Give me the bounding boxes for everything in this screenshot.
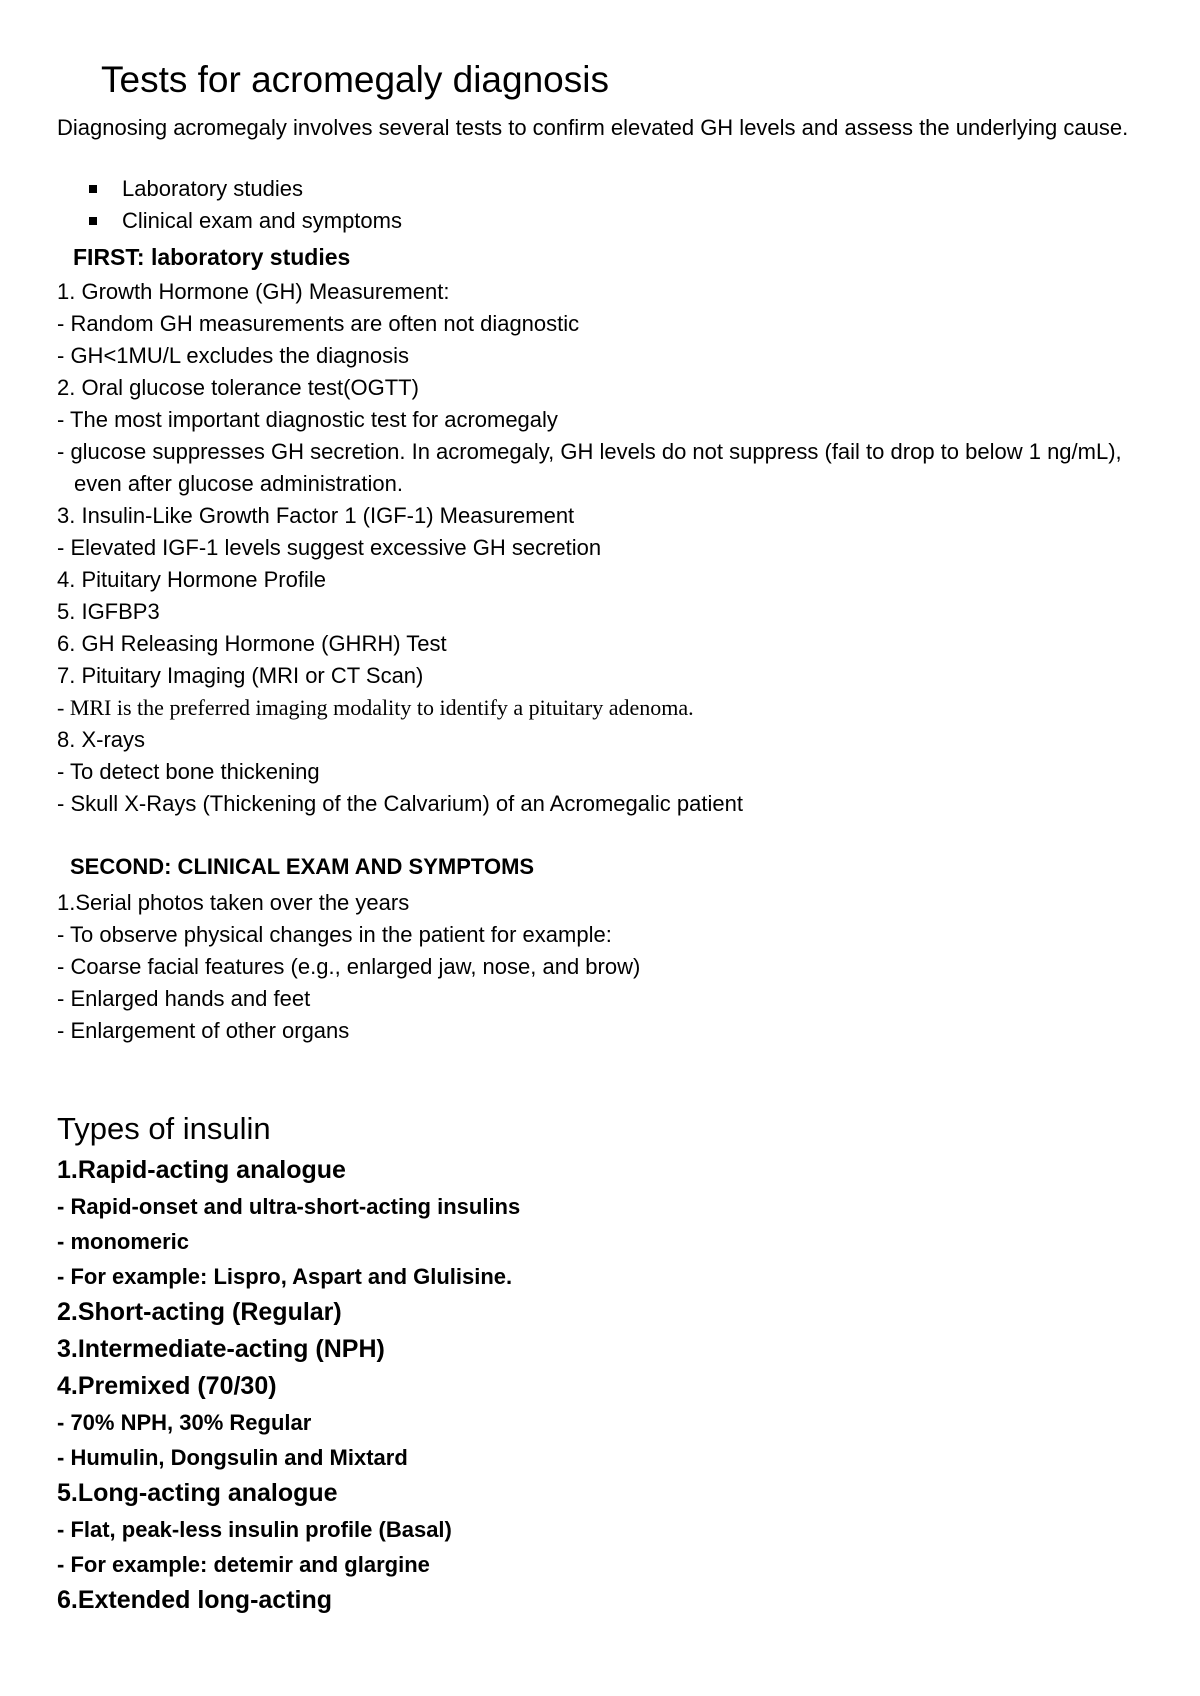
- list-item: 3. Insulin-Like Growth Factor 1 (IGF-1) Measurement: [57, 503, 575, 528]
- list-item: - Flat, peak-less insulin profile (Basal): [57, 1517, 452, 1542]
- list-item: - To observe physical changes in the patient for example:: [57, 922, 612, 947]
- list-item: - For example: detemir and glargine: [57, 1552, 430, 1577]
- list-item: 2.Short-acting (Regular): [57, 1298, 342, 1326]
- list-item: - GH<1MU/L excludes the diagnosis: [57, 343, 409, 368]
- list-item: 6. GH Releasing Hormone (GHRH) Test: [57, 631, 447, 656]
- insulin-title: Types of insulin: [57, 1111, 271, 1146]
- list-item: 1.Serial photos taken over the years: [57, 890, 410, 915]
- list-item: - To detect bone thickening: [57, 759, 320, 784]
- list-item: - monomeric: [57, 1229, 190, 1254]
- page-title: Tests for acromegaly diagnosis: [101, 59, 609, 100]
- bullet-item: Laboratory studies: [0, 173, 402, 205]
- intro-paragraph: Diagnosing acromegaly involves several tests to confirm elevated GH levels and assess the underlying cause.: [57, 115, 1129, 140]
- list-item: 1.Rapid-acting analogue: [57, 1156, 346, 1184]
- list-item: - Random GH measurements are often not diagnostic: [57, 311, 580, 336]
- list-item: - Elevated IGF-1 levels suggest excessive GH secretion: [57, 535, 602, 560]
- list-item: 4.Premixed (70/30): [57, 1372, 277, 1400]
- list-item: - Coarse facial features (e.g., enlarged jaw, nose, and brow): [57, 954, 641, 979]
- list-item: 3.Intermediate-acting (NPH): [57, 1335, 385, 1363]
- bullet-item: Clinical exam and symptoms: [0, 205, 402, 237]
- list-item: - Rapid-onset and ultra-short-acting insulins: [57, 1194, 521, 1219]
- laboratory-list: [57, 276, 1174, 820]
- list-item: - Humulin, Dongsulin and Mixtard: [57, 1445, 408, 1470]
- list-item: 1. Growth Hormone (GH) Measurement:: [57, 279, 450, 304]
- list-item: 4. Pituitary Hormone Profile: [57, 567, 326, 592]
- list-item: - Enlarged hands and feet: [57, 986, 311, 1011]
- list-item: 6.Extended long-acting: [57, 1586, 333, 1614]
- list-item: - The most important diagnostic test for acromegaly: [57, 407, 558, 432]
- list-item: 7. Pituitary Imaging (MRI or CT Scan): [57, 663, 424, 688]
- list-item: 2. Oral glucose tolerance test(OGTT): [57, 375, 419, 400]
- section-heading-laboratory: FIRST: laboratory studies: [73, 244, 351, 270]
- list-item: - For example: Lispro, Aspart and Glulisine.: [57, 1264, 513, 1289]
- list-item: - MRI is the preferred imaging modality to identify a pituitary adenoma.: [57, 695, 694, 720]
- list-item: 8. X-rays: [57, 727, 146, 752]
- clinical-list: [57, 887, 640, 1047]
- list-item: 5. IGFBP3: [57, 599, 160, 624]
- list-item: - Skull X-Rays (Thickening of the Calvarium) of an Acromegalic patient: [57, 791, 743, 816]
- insulin-list: [57, 1152, 520, 1619]
- list-item: - Enlargement of other organs: [57, 1018, 350, 1043]
- list-item: - 70% NPH, 30% Regular: [57, 1410, 312, 1435]
- bullet-list: [0, 173, 402, 237]
- list-item: 5.Long-acting analogue: [57, 1479, 338, 1507]
- section-heading-clinical: SECOND: CLINICAL EXAM AND SYMPTOMS: [70, 854, 535, 879]
- list-item: - glucose suppresses GH secretion. In acromegaly, GH levels do not suppress (fail to drop to below 1 ng/mL), even after glucose administration.: [57, 439, 1122, 496]
